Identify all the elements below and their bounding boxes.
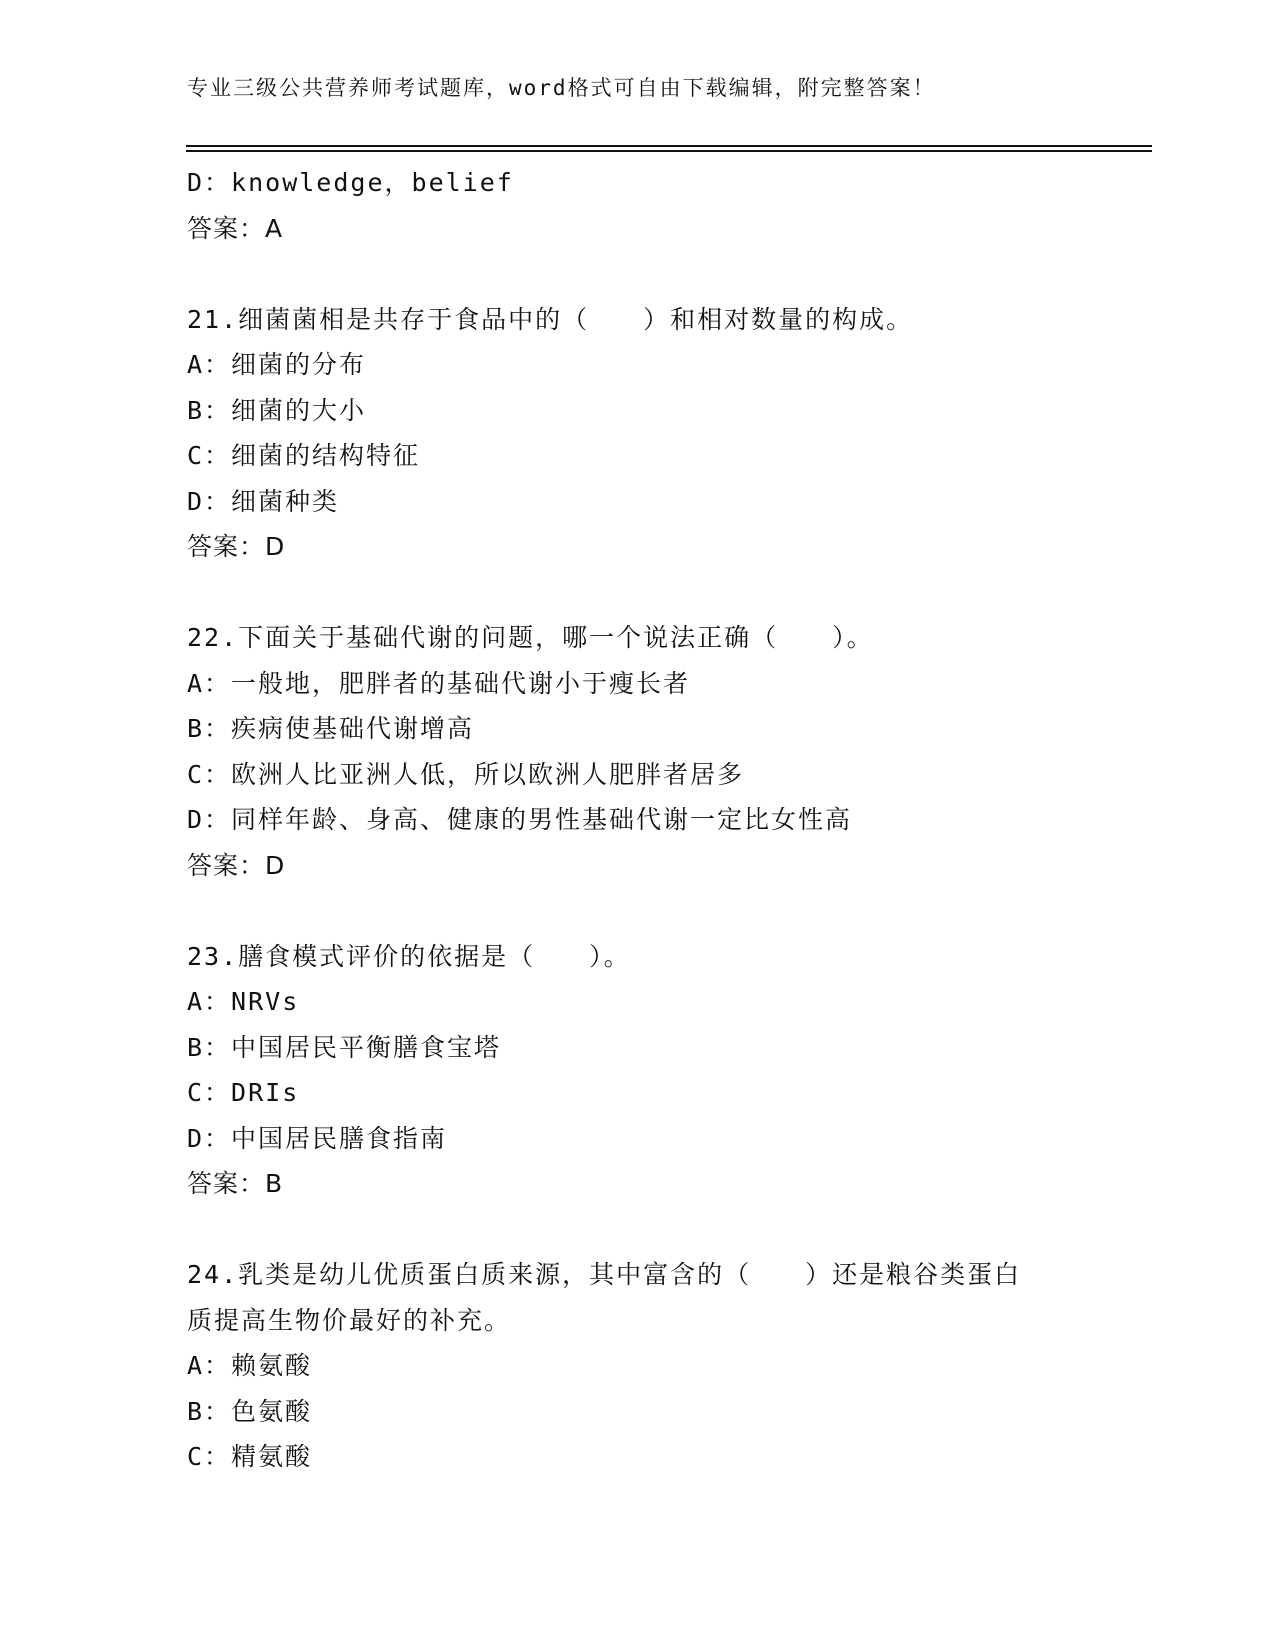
question-stem: 22.下面关于基础代谢的问题，哪一个说法正确（ ）。: [187, 623, 874, 652]
option-b: B：细菌的大小: [187, 395, 367, 425]
option-c: C：精氨酸: [187, 1442, 313, 1471]
option-a: A：NRVs: [187, 987, 300, 1016]
option-d: D：knowledge，belief: [187, 168, 514, 197]
question-23: [187, 934, 1117, 1207]
answer-line: 答案：A: [187, 213, 284, 243]
question-stem-continued: 质提高生物价最好的补充。: [187, 1305, 512, 1335]
answer-line: 答案：D: [187, 850, 286, 880]
header-rule-top: [186, 145, 1152, 147]
question-list: [187, 160, 1117, 1480]
option-a: A：赖氨酸: [187, 1351, 313, 1380]
option-d: D：中国居民膳食指南: [187, 1123, 448, 1153]
question-22: [187, 615, 1117, 888]
option-d: D：细菌种类: [187, 486, 340, 516]
spacer: [187, 888, 1117, 934]
option-b: B：色氨酸: [187, 1396, 313, 1426]
answer-line: 答案：B: [187, 1169, 284, 1198]
spacer: [187, 570, 1117, 616]
question-21: [187, 297, 1117, 570]
question-stem: 24.乳类是幼儿优质蛋白质来源，其中富含的（ ）还是粮谷类蛋白: [187, 1260, 1022, 1289]
option-a: A：一般地，肥胖者的基础代谢小于瘦长者: [187, 668, 691, 698]
spacer: [187, 1207, 1117, 1253]
option-b: B：中国居民平衡膳食宝塔: [187, 1032, 502, 1062]
option-d: D：同样年龄、身高、健康的男性基础代谢一定比女性高: [187, 805, 853, 834]
option-c: C：欧洲人比亚洲人低，所以欧洲人肥胖者居多: [187, 759, 745, 789]
page-header: 专业三级公共营养师考试题库，word格式可自由下载编辑，附完整答案！: [187, 76, 936, 100]
spacer: [187, 251, 1117, 297]
question-24: [187, 1252, 1117, 1480]
answer-line: 答案：D: [187, 532, 286, 561]
question-stem: 23.膳食模式评价的依据是（ ）。: [187, 941, 631, 971]
option-b: B：疾病使基础代谢增高: [187, 714, 475, 743]
option-c: C：细菌的结构特征: [187, 441, 421, 470]
header-rule-bottom: [186, 150, 1152, 152]
option-c: C：DRIs: [187, 1078, 300, 1107]
option-a: A：细菌的分布: [187, 350, 367, 379]
question-stem: 21.细菌菌相是共存于食品中的（ ）和相对数量的构成。: [187, 304, 914, 334]
